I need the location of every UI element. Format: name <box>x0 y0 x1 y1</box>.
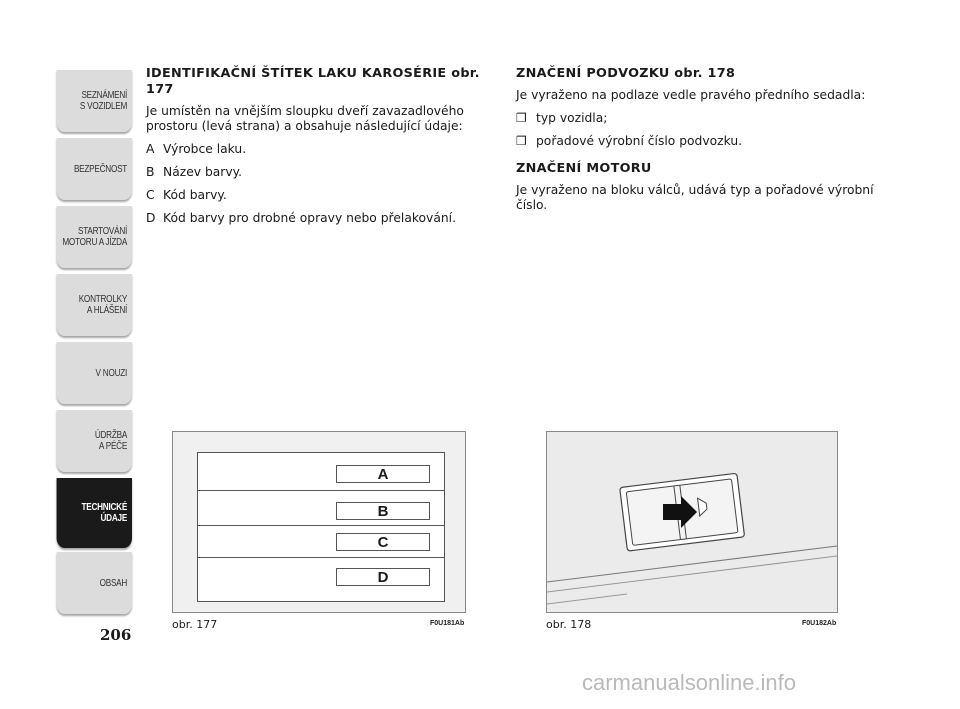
tab-obsah[interactable]: OBSAH <box>57 552 132 614</box>
list-item <box>516 134 876 149</box>
right-column <box>516 66 876 221</box>
paint-label-plate <box>197 452 445 602</box>
field-a: A <box>336 465 430 483</box>
item-letter: D <box>146 211 156 225</box>
figure-chassis-marking <box>546 431 838 613</box>
item-letter: C <box>146 188 155 202</box>
engine-intro: Je vyraženo na bloku válců, udává typ a pořadové výrobní číslo. <box>516 183 874 212</box>
left-column <box>146 66 486 234</box>
tab-startovani[interactable]: STARTOVÁNÍ MOTORU A JÍZDA <box>57 206 132 268</box>
chassis-illustration <box>547 432 837 612</box>
list-item <box>146 211 486 226</box>
section-heading-chassis: ZNAČENÍ PODVOZKU obr. 178 <box>516 66 736 81</box>
section-heading-paint-label: IDENTIFIKAČNÍ ŠTÍTEK LAKU KAROSÉRIE obr. 177 <box>146 66 480 97</box>
bullet-text: pořadové výrobní číslo podvozku. <box>536 134 743 148</box>
divider <box>198 490 444 491</box>
item-letter: A <box>146 142 155 156</box>
item-text: Kód barvy. <box>163 188 227 202</box>
section-heading-engine: ZNAČENÍ MOTORU <box>516 161 652 176</box>
figure-caption: obr. 177 <box>172 618 218 631</box>
item-text: Výrobce laku. <box>163 142 247 156</box>
field-b: B <box>336 502 430 520</box>
page-number: 206 <box>100 626 132 644</box>
checkbox-bullet-icon: ❒ <box>516 134 527 148</box>
field-c: C <box>336 533 430 551</box>
bullet-text: typ vozidla; <box>536 111 608 125</box>
list-item <box>146 188 486 203</box>
tab-bezpecnost[interactable]: BEZPEČNOST <box>57 138 132 200</box>
field-d: D <box>336 568 430 586</box>
tab-udrzba[interactable]: ÚDRŽBA A PÉČE <box>57 410 132 472</box>
chassis-intro: Je vyraženo na podlaze vedle pravého předního sedadla: <box>516 88 866 102</box>
tab-seznameni[interactable]: SEZNÁMENÍ S VOZIDLEM <box>57 70 132 132</box>
figure-code: F0U181Ab <box>430 620 465 627</box>
figure-code: F0U182Ab <box>802 620 837 627</box>
list-item <box>146 165 486 180</box>
tab-technicke-udaje[interactable]: TECHNICKÉ ÚDAJE <box>57 478 132 548</box>
watermark: carmanualsonline.info <box>582 670 797 695</box>
divider <box>198 525 444 526</box>
list-item <box>146 142 486 157</box>
item-text: Název barvy. <box>163 165 243 179</box>
list-item <box>516 111 876 126</box>
divider <box>198 557 444 558</box>
item-letter: B <box>146 165 155 179</box>
figure-paint-label <box>172 431 466 613</box>
figure-caption: obr. 178 <box>546 618 592 631</box>
tab-kontrolky[interactable]: KONTROLKY A HLÁŠENÍ <box>57 274 132 336</box>
item-text: Kód barvy pro drobné opravy nebo přelakování. <box>163 211 456 225</box>
tab-v-nouzi[interactable]: V NOUZI <box>57 342 132 404</box>
paint-label-intro: Je umístěn na vnějším sloupku dveří zavazadlového prostoru (levá strana) a obsahuje následující údaje: <box>146 104 464 133</box>
checkbox-bullet-icon: ❒ <box>516 111 527 125</box>
